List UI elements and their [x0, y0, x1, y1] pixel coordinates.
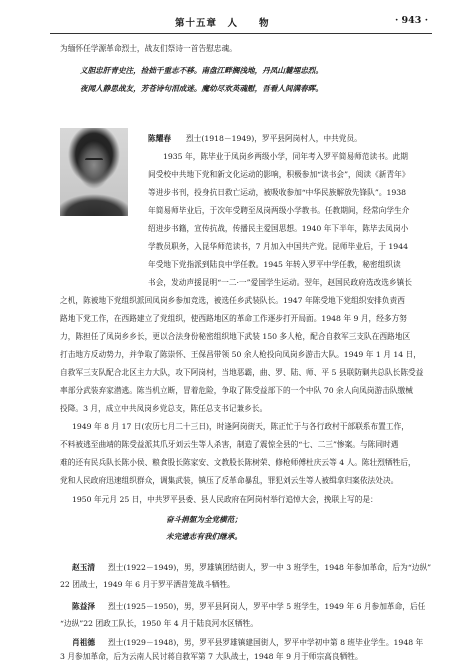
bio-line: 3 月参加革命，后为云南人民讨蒋自救军第 7 大队战士，1948 年 9 月于师宗高良牺牲。 — [60, 652, 363, 661]
bio-line: 难的还有民兵队长陈小侯、粮食股长陈家安、文教股长陈树荣、修枪师傅杜庆云等 4 人。陈壮烈牺牲后， — [60, 458, 416, 467]
bio-line: 之机，陈被地下党组织派回凤岗乡参加竞选，被选任乡武装队长。1947 年陈受地下党组织安排负责西 — [60, 296, 405, 305]
bio-line: 绍进步书籍，宣传抗战，传播民主爱国思想。1940 年下半年，陈毕去凤岗小 — [148, 224, 409, 233]
bio-name-xiao-zude: 肖祖德 — [72, 638, 96, 647]
bio-line: 烈士(1922－1949)，男，罗雄镇团结街人，罗一中 3 班学生，1948 年参加革命，后为“边纵” — [108, 563, 432, 572]
bio-name-chen-yaochun: 陈耀春 — [148, 134, 172, 143]
bio-line: 党和人民政府迅速组织群众，调集武装，镇压了反革命暴乱，罪犯刘云生等人被缉拿归案依法处决。 — [60, 476, 399, 485]
bio-line: 间受校中共地下党和新文化运动的影响，积极参加“读书会”，阅读《新青年》 — [148, 170, 410, 179]
header-rule — [50, 33, 432, 34]
bio-line: “边纵”22 团政工队长，1950 年 4 月于陆良河水区牺牲。 — [60, 619, 258, 628]
bio-line: 自救军三支队配合北区主力大队，攻下阿岗村，当地恶霸，曲、罗、陆、师、平 5 县联防剿共总队长陈受益 — [60, 368, 424, 377]
bio-line: 年简易师毕业后，于次年受聘至凤岗两级小学教书。任教期间，经常向学生介 — [148, 206, 410, 215]
couplet-line-2: 未完遗志有我们继承。 — [166, 532, 242, 541]
bio-line: 1935 年，陈毕业于凤岗乡两级小学，同年考入罗平简易师范读书。此期 — [163, 152, 408, 161]
bio-line: 不料被逃至曲靖的陈受益派其爪牙刘云生等人杀害，制造了震惊全县的“七、二三”惨案。与陈同时遇 — [60, 440, 399, 449]
bio-line: 投降。3 月，成立中共凤岗乡党总支，陈任总支书记兼乡长。 — [60, 404, 268, 413]
bio-line: 书会，发动声援昆明“一二·一”爱国学生运动。翌年，赵国民政府选改选乡镇长 — [148, 278, 412, 287]
bio-line: 力，陈担任了凤岗乡乡长，更以合法身份秘密组织地下武装 150 多人枪，配合自救军三支队在西路地区 — [60, 332, 411, 341]
bio-name-zhao-yuqing: 赵玉清 — [72, 563, 96, 572]
portrait-photo — [60, 128, 128, 216]
bio-name-chen-yize: 陈益泽 — [72, 602, 96, 611]
running-header — [0, 0, 450, 30]
bio-line: 打击地方反动势力，并争取了陈崇怀、王保昌带领 50 余人枪投向凤岗乡游击大队。1949 年 1 月 14 日， — [60, 350, 421, 359]
bio-line: 22 团战士，1949 年 6 月于罗平洒昔笼战斗牺牲。 — [60, 580, 235, 589]
chapter-title: 第十五章 人 物 — [175, 18, 270, 29]
bio-line: 等进步书刊，投身抗日救亡运动，被吸收参加“中华民族解放先锋队”。1938 — [148, 188, 407, 197]
bio-line: 率部分武装弃家潜逃。陈当机立断，冒着危险，争取了陈受益部下的一个中队 70 余人向凤岗游击队缴械 — [60, 386, 413, 395]
bio-line: 学教员职务，入昆华师范读书，7 月加入中国共产党。昆师毕业后，于 1944 — [148, 242, 408, 251]
poem-line-1: 义胆忠肝青史注，捡拙千重志不移。南盘江畔搁浅地，丹凤山麓埋忠烈。 — [80, 66, 323, 75]
poem-line-2: 夜闻人静思战友，芳苍诗句泪成迷。魔幼尽欢英魂慰，吾看人间满春晖。 — [80, 84, 323, 93]
bio-line: 烈士(1925－1950)，男，罗平县阿岗人，罗平中学 5 班学生，1949 年 6 月参加革命，后任 — [108, 602, 426, 611]
bio-line: 路地下党工作，在西路建立了党组织，使西路地区的革命工作逐步打开局面。1948 年 9 月，经多方努 — [60, 314, 407, 323]
bio-line: 烈士(1929－1948)，男，罗平县罗雄镇建国街人，罗平中学初中第 8 班毕业学生。1948 年 — [108, 638, 424, 647]
page-number: · 943 · — [394, 15, 428, 26]
memorial-line: 1950 年元月 25 日，中共罗平县委、县人民政府在阿岗村举行追悼大会，挽联上写的是： — [72, 495, 378, 504]
couplet-line-1: 奋斗捐躯为全党横范； — [166, 515, 242, 524]
bio-heading-text: 烈士(1918－1949)，罗平县阿岗村人，中共党员。 — [186, 134, 362, 143]
bio-line: 年受地下党指派到陆良中学任教。1945 年转入罗平中学任教，秘密组织读 — [148, 260, 401, 269]
bio-line: 1949 年 8 月 17 日(农历七月二十三日)，时逢阿岗街天，陈正忙于与各行政村干部联系布置工作， — [72, 422, 409, 431]
intro-line: 为缅怀任学源革命烈士，战友们祭诗一首告慰忠魂。 — [60, 44, 237, 53]
